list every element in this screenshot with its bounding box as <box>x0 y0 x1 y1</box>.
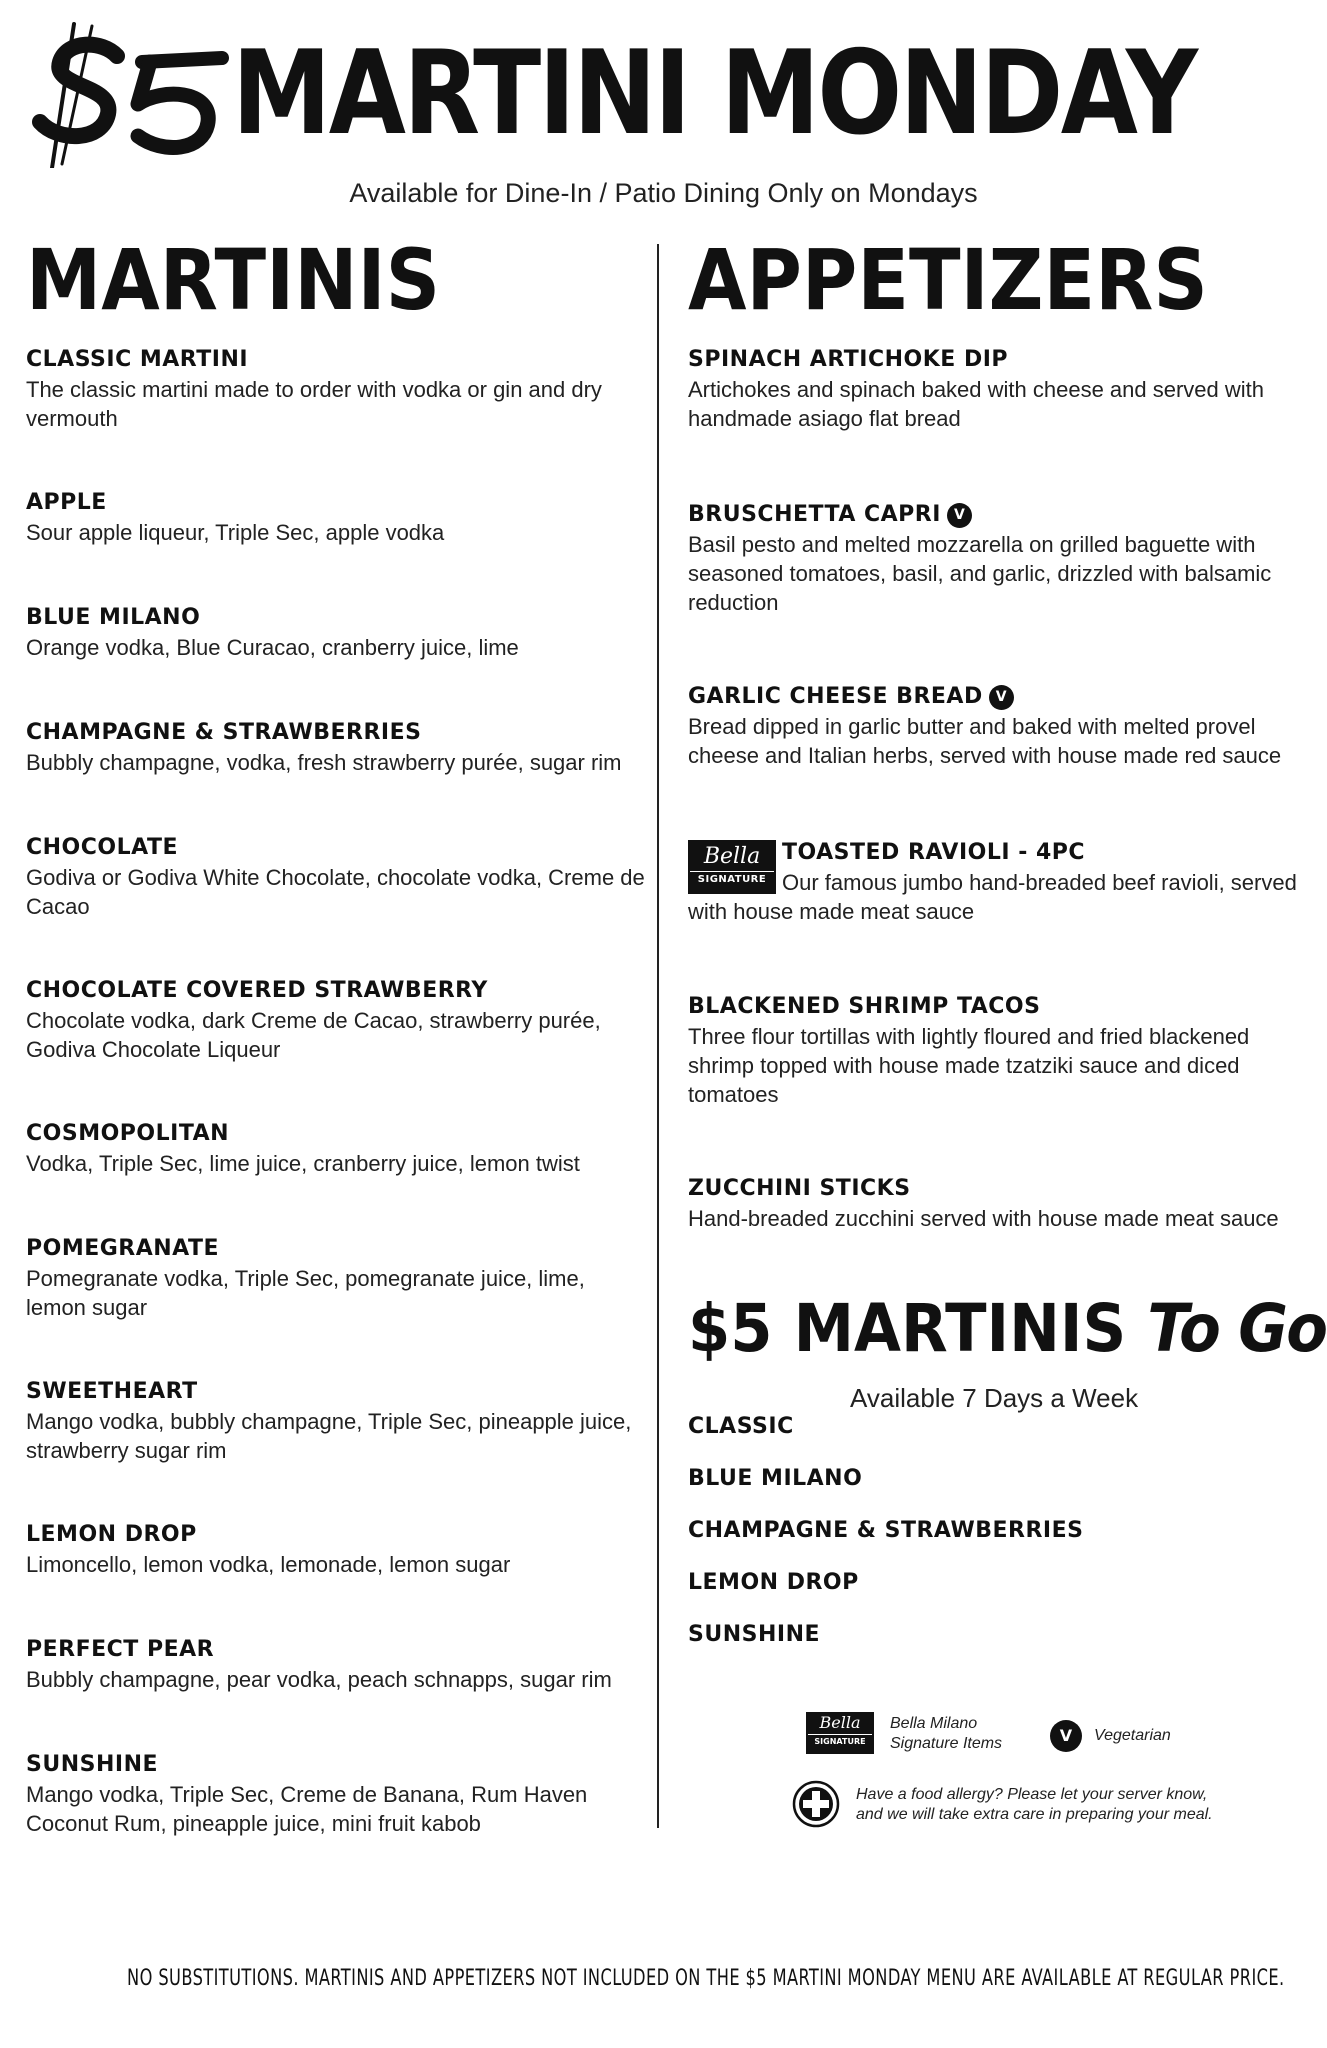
item-description: Bubbly champagne, vodka, fresh strawberry purée, sugar rim <box>26 750 622 775</box>
item-name: APPLE <box>26 490 107 515</box>
item-name: TOASTED RAVIOLI - 4PC <box>782 840 1086 865</box>
signature-legend-label <box>890 1714 1002 1754</box>
item-description: Orange vodka, Blue Curacao, cranberry juice, lime <box>26 635 519 660</box>
item-description: Limoncello, lemon vodka, lemonade, lemon sugar <box>26 1552 511 1577</box>
item-name: BRUSCHETTA CAPRI <box>688 502 941 527</box>
signature-script: Bella <box>703 844 761 869</box>
martini-item <box>26 976 646 1064</box>
item-name: PERFECT PEAR <box>26 1637 215 1662</box>
menu-header <box>0 0 1327 215</box>
item-name: SUNSHINE <box>26 1752 159 1777</box>
appetizer-item <box>688 992 1308 1109</box>
item-name-row <box>688 500 1308 530</box>
martini-item <box>26 488 646 547</box>
martini-item <box>26 1377 646 1465</box>
page-subtitle: Available for Dine-In / Patio Dining Only on Mondays <box>349 178 978 208</box>
vegetarian-icon: V <box>947 503 972 528</box>
item-description: Pomegranate vodka, Triple Sec, pomegranate juice, lime, lemon sugar <box>26 1266 585 1320</box>
togo-item: CLASSIC <box>688 1414 794 1439</box>
item-name: CLASSIC MARTINI <box>26 347 249 372</box>
item-description: Mango vodka, Triple Sec, Creme de Banana, Rum Haven Coconut Rum, pineapple juice, mini fruit kabob <box>26 1782 588 1836</box>
allergy-note-line1: Have a food allergy? Please let your server know, <box>856 1786 1208 1803</box>
dollar-five-logo <box>22 18 232 168</box>
allergy-note <box>856 1785 1213 1825</box>
signature-word: SIGNATURE <box>690 871 774 888</box>
item-description: Bubbly champagne, pear vodka, peach schnapps, sugar rim <box>26 1667 612 1692</box>
item-description: Bread dipped in garlic butter and baked with melted provel cheese and Italian herbs, served with house made red sauce <box>688 714 1282 768</box>
togo-item: CHAMPAGNE & STRAWBERRIES <box>688 1518 1084 1543</box>
vegetarian-icon: V <box>989 685 1014 710</box>
martini-item <box>26 1635 646 1694</box>
item-name: COSMOPOLITAN <box>26 1121 230 1146</box>
appetizer-item <box>688 1174 1308 1233</box>
item-name: BLACKENED SHRIMP TACOS <box>688 994 1041 1019</box>
signature-badge-icon <box>688 840 776 894</box>
item-description: The classic martini made to order with vodka or gin and dry vermouth <box>26 377 602 431</box>
martini-item <box>26 1119 646 1178</box>
appetizers-heading: APPETIZERS <box>688 231 1208 329</box>
vegetarian-icon: V <box>1050 1720 1082 1752</box>
footer-disclaimer <box>0 1966 1327 1991</box>
togo-item: SUNSHINE <box>688 1622 821 1647</box>
column-divider <box>657 244 659 1828</box>
item-name: SWEETHEART <box>26 1379 198 1404</box>
signature-word: SIGNATURE <box>808 1734 872 1749</box>
item-description: Three flour tortillas with lightly floured and fried blackened shrimp topped with house made tzatziki sauce and diced tomatoes <box>688 1024 1250 1107</box>
appetizer-item <box>688 838 1308 926</box>
togo-item: BLUE MILANO <box>688 1466 863 1491</box>
item-description: Mango vodka, bubbly champagne, Triple Sec, pineapple juice, strawberry sugar rim <box>26 1409 632 1463</box>
allergy-note-line2: and we will take extra care in preparing your meal. <box>856 1806 1213 1823</box>
item-name: POMEGRANATE <box>26 1236 220 1261</box>
martini-item <box>26 345 646 433</box>
item-name: LEMON DROP <box>26 1522 197 1547</box>
signature-legend-line2: Signature Items <box>890 1735 1003 1752</box>
martini-item <box>26 718 646 777</box>
martini-item <box>26 1520 646 1579</box>
martini-item <box>26 1234 646 1322</box>
signature-script: Bella <box>819 1713 861 1732</box>
item-name: BLUE MILANO <box>26 605 201 630</box>
item-name: CHOCOLATE COVERED STRAWBERRY <box>26 978 488 1003</box>
item-description: Our famous jumbo hand-breaded beef ravioli, served with house made meat sauce <box>688 870 1297 924</box>
signature-legend-line1: Bella Milano <box>890 1715 978 1732</box>
footer-text: NO SUBSTITUTIONS. MARTINIS AND APPETIZERS NOT INCLUDED ON THE $5 MARTINI MONDAY MENU ARE AVAILABLE AT REGULAR PRICE. <box>127 1966 1285 1991</box>
appetizer-item <box>688 500 1308 617</box>
item-description: Basil pesto and melted mozzarella on grilled baguette with seasoned tomatoes, basil, and garlic, drizzled with balsamic reduction <box>688 532 1272 615</box>
item-description: Chocolate vodka, dark Creme de Cacao, strawberry purée, Godiva Chocolate Liqueur <box>26 1008 601 1062</box>
item-description: Godiva or Godiva White Chocolate, chocolate vodka, Creme de Cacao <box>26 865 645 919</box>
item-description: Hand-breaded zucchini served with house made meat sauce <box>688 1206 1279 1231</box>
item-description: Vodka, Triple Sec, lime juice, cranberry juice, lemon twist <box>26 1151 580 1176</box>
page-title: MARTINI MONDAY <box>232 26 1196 161</box>
item-name: SPINACH ARTICHOKE DIP <box>688 347 1009 372</box>
item-name: GARLIC CHEESE BREAD <box>688 684 983 709</box>
togo-subtitle: Available 7 Days a Week <box>850 1383 1139 1413</box>
martini-item <box>26 1750 646 1838</box>
togo-title <box>688 1290 1327 1367</box>
togo-title-italic: To Go <box>1147 1290 1327 1367</box>
appetizer-item <box>688 682 1308 770</box>
appetizer-item <box>688 345 1308 433</box>
martinis-heading: MARTINIS <box>26 231 441 329</box>
item-name: ZUCCHINI STICKS <box>688 1176 911 1201</box>
signature-legend-icon <box>806 1712 874 1754</box>
item-name: CHAMPAGNE & STRAWBERRIES <box>26 720 422 745</box>
martini-item <box>26 603 646 662</box>
martini-item <box>26 833 646 921</box>
vegetarian-legend-label: Vegetarian <box>1094 1727 1171 1744</box>
togo-item: LEMON DROP <box>688 1570 859 1595</box>
item-name-row <box>688 682 1308 712</box>
item-name: CHOCOLATE <box>26 835 178 860</box>
item-description: Artichokes and spinach baked with cheese and served with handmade asiago flat bread <box>688 377 1265 431</box>
item-description: Sour apple liqueur, Triple Sec, apple vodka <box>26 520 445 545</box>
allergy-icon <box>792 1780 840 1828</box>
togo-title-main: $5 MARTINIS <box>688 1290 1127 1367</box>
